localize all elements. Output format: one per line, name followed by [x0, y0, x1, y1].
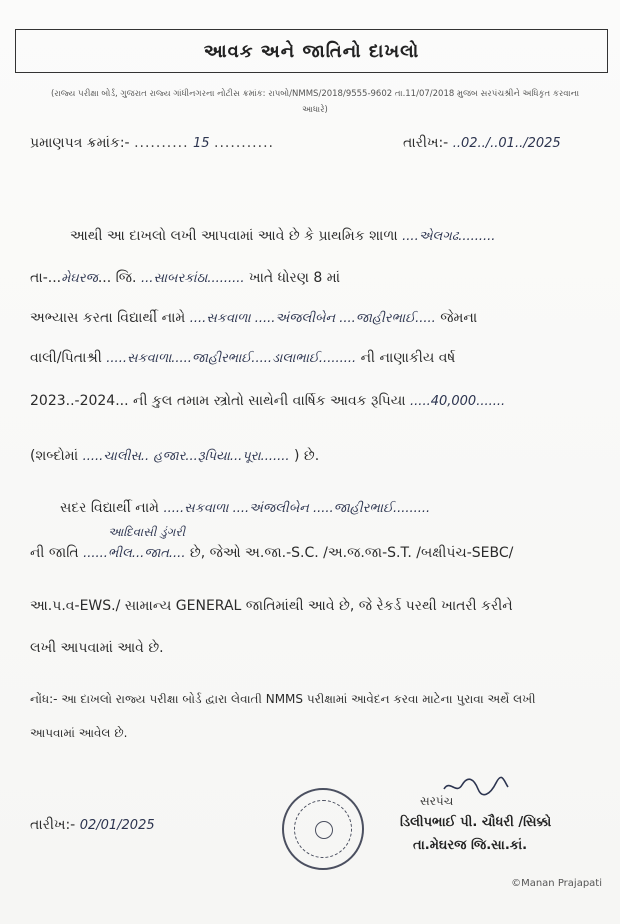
- body-line-2: [30, 270, 340, 286]
- student-name-repeat: .....સકવાળા ....અંજલીબેન .....જાહીરભાઈ.........: [163, 501, 431, 516]
- note-line-2: આપવામાં આવેલ છે.: [30, 726, 128, 740]
- body-text: ખાતે ધોરણ 8 માં: [248, 270, 341, 286]
- financial-year: 2023..-2024...: [30, 393, 129, 409]
- signatory-name: ડિલીપભાઈ પી. ચૌધરી /સિક્કો: [400, 815, 552, 830]
- guardian-name: .....સકવાળા.....જાહીરભાઈ.....ડાલાભાઈ.........: [106, 351, 357, 366]
- seal-inner-ring: [294, 800, 352, 858]
- body-text: (શબ્દોમાં: [30, 448, 79, 464]
- official-seal-stamp: [282, 788, 364, 870]
- body-text: ...: [97, 270, 112, 286]
- body-text: ની કુલ તમામ સ્ત્રોતો સાથેની વાર્ષિક આવક રૂપિયા: [128, 393, 406, 409]
- school-name: ....એલગઢ.........: [402, 229, 496, 244]
- signatory-place: તા.મેઘરજ જિ.સા.કાં.: [413, 838, 528, 853]
- body-line-4: [30, 350, 455, 366]
- body-line-10: લખી આપવામાં આવે છે.: [30, 640, 164, 656]
- annual-income: .....40,000.......: [410, 394, 506, 409]
- body-text: સદર વિદ્યાર્થી નામે: [60, 500, 160, 516]
- body-text: ) છે.: [293, 448, 320, 464]
- certificate-number-dots-before: ..........: [134, 135, 189, 151]
- title-box: [15, 29, 608, 73]
- body-line-5: [30, 393, 505, 409]
- signing-date-label: તારીખ:-: [30, 817, 76, 833]
- body-text: જિ.: [115, 270, 137, 286]
- caste-name: ......ભીલ...જાત....: [83, 546, 186, 561]
- student-name: ....સકવાળા .....અંજલીબેન ....જાહીરભાઈ.....: [189, 311, 436, 326]
- watermark-credit: ©Manan Prajapati: [511, 878, 602, 889]
- issue-date-label: તારીખ:-: [403, 135, 449, 151]
- body-text: તા-...: [30, 270, 62, 286]
- body-text: અભ્યાસ કરતા વિદ્યાર્થી નામે: [30, 310, 186, 326]
- district-name: ...સાબરકાંઠા.........: [140, 271, 245, 286]
- caste-handwritten-note: આદિવાસી ડુંગરી: [108, 525, 186, 539]
- issue-date-value: ..02../..01../2025: [452, 136, 561, 151]
- signatory-title: સરપંચ: [420, 794, 454, 808]
- body-line-8: [30, 545, 513, 561]
- signing-date-value: 02/01/2025: [79, 818, 155, 833]
- taluka-name: મેઘરજ: [61, 271, 98, 286]
- body-text: આથી આ દાખલો લખી આપવામાં આવે છે કે પ્રાથમિક શાળા: [70, 228, 398, 244]
- certificate-number-value: 15: [193, 136, 210, 151]
- body-text: ની નાણાકીય વર્ષ: [360, 350, 456, 366]
- certificate-number: [30, 135, 274, 151]
- certificate-title: આવક અને જાતિનો દાખલો: [203, 40, 420, 62]
- body-text: છે, જેઓ અ.જા.-S.C. /અ.જ.જા-S.T. /બક્ષીપંચ-SEBC/: [185, 545, 514, 561]
- certificate-number-dots-after: ...........: [214, 135, 274, 151]
- authority-note: (રાજ્ય પરીક્ષા બોર્ડ, ગુજરાત રાજ્ય ગાંધીનગરના નોટીસ ક્રમાંક: રાપબો/NMMS/2018/9555-9602 તા.11/07/2018 મુજબ સરપંચશ્રીને અધિકૃત કરવાના આધારે): [50, 89, 580, 115]
- body-line-7: [60, 500, 430, 516]
- body-line-9: આ.પ.વ-EWS./ સામાન્ય GENERAL જાતિમાંથી આવે છે, જે રેકર્ડ પરથી ખાતરી કરીને: [30, 598, 513, 614]
- seal-emblem-icon: [315, 821, 333, 839]
- body-text: વાલી/પિતાશ્રી: [30, 350, 102, 366]
- issue-date-top: [403, 135, 561, 151]
- body-line-6: [30, 448, 319, 464]
- certificate-number-label: પ્રમાણપત્ર ક્રમાંક:-: [30, 135, 130, 151]
- note-line-1: નોંધ:- આ દાખલો રાજ્ય પરીક્ષા બોર્ડ દ્વારા લેવાતી NMMS પરીક્ષામાં આવેદન કરવા માટેના પુરાવા અર્થે લખી: [30, 692, 536, 706]
- body-line-3: [30, 310, 477, 326]
- body-line-1: [70, 228, 495, 244]
- body-text: ની જાતિ: [30, 545, 79, 561]
- body-text: જેમના: [440, 310, 478, 326]
- signing-date: [30, 817, 155, 833]
- income-in-words: .....ચાલીસ.. હજાર...રૂપિયા...પૂરા.......: [82, 449, 290, 464]
